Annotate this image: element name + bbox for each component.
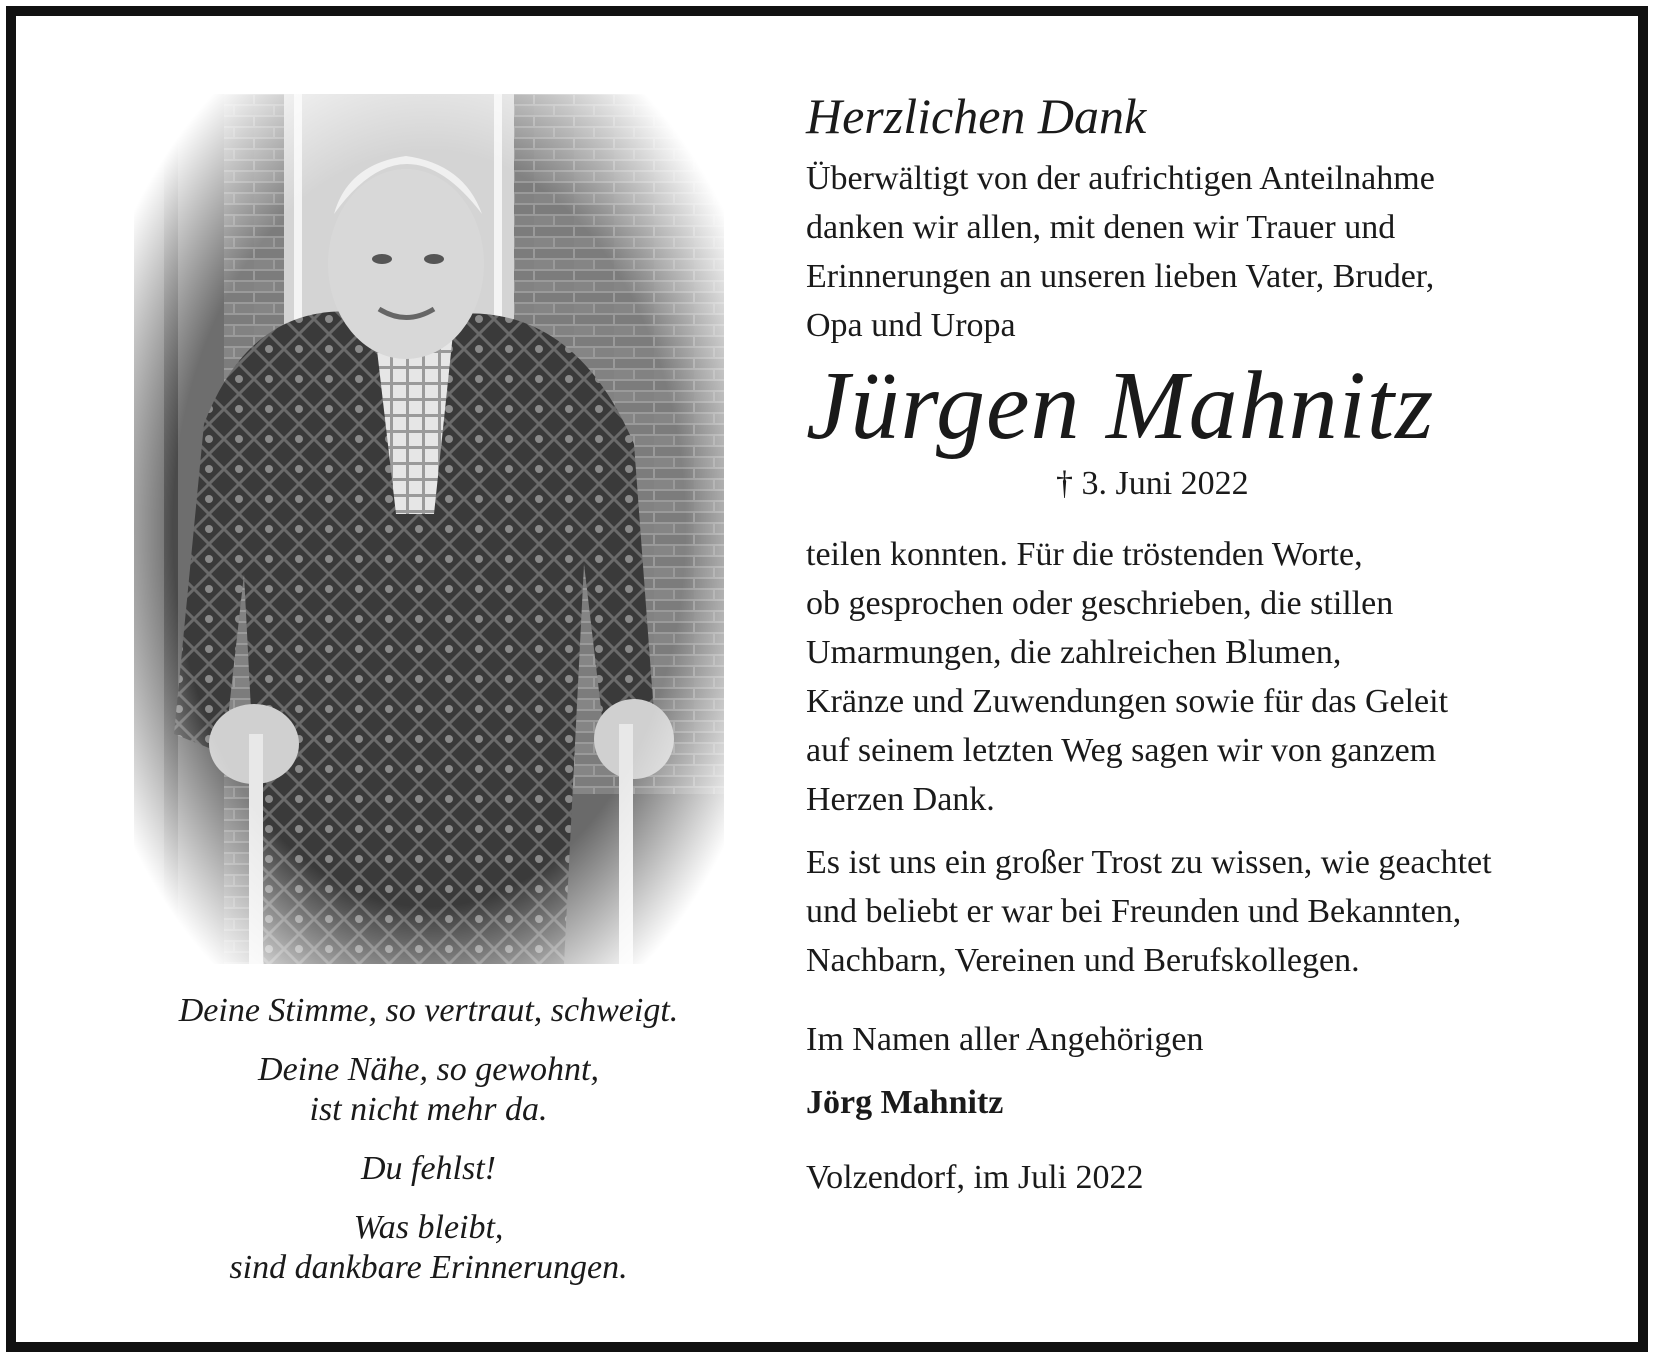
poem-line-4 — [76, 1208, 781, 1288]
signature-name: Jörg Mahnitz — [806, 1084, 1004, 1121]
thanks-line: auf seinem letzten Weg sagen wir von ganzem — [806, 732, 1437, 769]
thanks-paragraph — [806, 530, 1626, 824]
comfort-line: Nachbarn, Vereinen und Berufskollegen. — [806, 942, 1360, 979]
portrait-photo-icon — [134, 94, 724, 964]
poem-line-4a: Was bleibt, — [353, 1209, 504, 1246]
poem-line-1: Deine Stimme, so vertraut, schweigt. — [178, 992, 679, 1029]
thanks-line: Kränze und Zuwendungen sowie für das Geleit — [806, 683, 1449, 720]
intro-line: Opa und Uropa — [806, 307, 1016, 344]
thanks-line: ob gesprochen oder geschrieben, die stillen — [806, 585, 1394, 622]
intro-line: Erinnerungen an unseren lieben Vater, Bruder, — [806, 258, 1435, 295]
notice-text — [806, 86, 1626, 1202]
intro-line: Überwältigt von der aufrichtigen Anteilnahme — [806, 160, 1435, 197]
poem-line-3: Du fehlst! — [360, 1150, 497, 1187]
deceased-name: Jürgen Mahnitz — [806, 352, 1435, 460]
poem — [76, 991, 781, 1307]
thanks-line: Umarmungen, die zahlreichen Blumen, — [806, 634, 1342, 671]
poem-line-2b: ist nicht mehr da. — [309, 1091, 548, 1128]
intro-paragraph — [806, 154, 1626, 350]
intro-line: danken wir allen, mit denen wir Trauer und — [806, 209, 1396, 246]
death-date: † 3. Juni 2022 — [1056, 465, 1249, 502]
thanks-line: Herzen Dank. — [806, 781, 995, 818]
comfort-paragraph — [806, 838, 1626, 985]
notice-frame — [6, 6, 1648, 1352]
poem-line-2a: Deine Nähe, so gewohnt, — [258, 1051, 599, 1088]
portrait-photo — [134, 94, 724, 964]
comfort-line: Es ist uns ein großer Trost zu wissen, wie geachtet — [806, 844, 1492, 881]
thanks-line: teilen konnten. Für die tröstenden Worte, — [806, 536, 1363, 573]
notice-heading: Herzlichen Dank — [806, 88, 1147, 144]
comfort-line: und beliebt er war bei Freunden und Bekannten, — [806, 893, 1462, 930]
signature-intro: Im Namen aller Angehörigen — [806, 1021, 1204, 1058]
poem-line-2 — [76, 1050, 781, 1130]
place-date: Volzendorf, im Juli 2022 — [806, 1159, 1144, 1196]
poem-line-4b: sind dankbare Erinnerungen. — [229, 1249, 628, 1286]
